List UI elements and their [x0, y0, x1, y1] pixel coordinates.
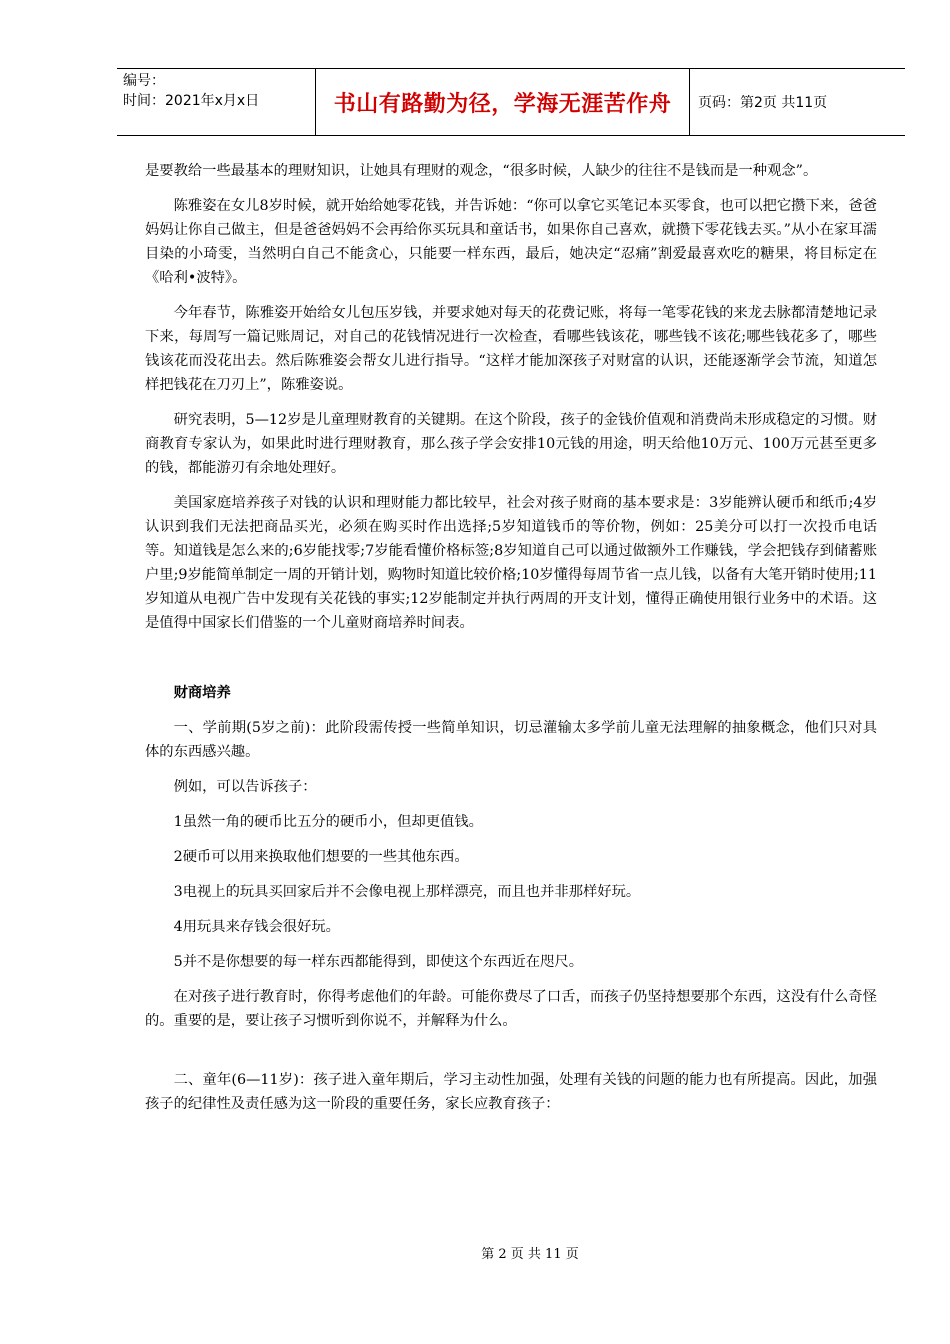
paragraph: 今年春节，陈雅姿开始给女儿包压岁钱，并要求她对每天的花费记账，将每一笔零花钱的来龙去脉都清楚地记录下来，每周写一篇记账周记，对自己的花钱情况进行一次检查，看哪些钱该花，哪些钱不该花;哪些钱花多了，哪些钱该花而没花出去。然后陈雅姿会帮女儿进行指导。“这样才能加深孩子对财富的认识，还能逐渐学会节流，知道怎样把钱花在刀刃上”，陈雅姿说。 [145, 305, 877, 393]
header-meta-cell [117, 69, 316, 135]
motto-text: 书山有路勤为径，学海无涯苦作舟 [333, 90, 672, 117]
paragraph: 一、学前期(5岁之前)：此阶段需传授一些简单知识，切忌灌输太多学前儿童无法理解的抽象概念，他们只对具体的东西感兴趣。 [145, 720, 877, 760]
paragraph: 陈雅姿在女儿8岁时候，就开始给她零花钱，并告诉她：“你可以拿它买笔记本买零食，也可以把它攒下来，爸爸妈妈让你自己做主，但是爸爸妈妈不会再给你买玩具和童话书，如果你自己喜欢，就攒下零花钱去买。”从小在家耳濡目染的小琦雯，当然明白自己不能贪心，只能要一样东西，最后，她决定“忍痛”割爱最喜欢吃的糖果，将目标定在《哈利•波特》。 [145, 198, 877, 286]
page-footer [0, 1243, 950, 1262]
page-info: 页码：第2页 共11页 [698, 95, 828, 111]
footer-page-number: 第 2 页 共 11 页 [481, 1247, 579, 1262]
paragraph: 在对孩子进行教育时，你得考虑他们的年龄。可能你费尽了口舌，而孩子仍坚持想要那个东西，这没有什么奇怪的。重要的是，要让孩子习惯听到你说不，并解释为什么。 [145, 989, 877, 1029]
time-label: 时间：2021年x月x日 [123, 93, 260, 109]
paragraph: 二、童年(6—11岁)：孩子进入童年期后，学习主动性加强，处理有关钱的问题的能力也有所提高。因此，加强孩子的纪律性及责任感为这一阶段的重要任务，家长应教育孩子： [145, 1072, 877, 1112]
paragraph: 研究表明，5—12岁是儿童理财教育的关键期。在这个阶段，孩子的金钱价值观和消费尚未形成稳定的习惯。财商教育专家认为，如果此时进行理财教育，那么孩子学会安排10元钱的用途，明天给他10万元、100万元甚至更多的钱，都能游刃有余地处理好。 [145, 412, 877, 476]
paragraph: 美国家庭培养孩子对钱的认识和理财能力都比较早，社会对孩子财商的基本要求是：3岁能辨认硬币和纸币;4岁认识到我们无法把商品买光，必须在购买时作出选择;5岁知道钱币的等价物，例如：25美分可以打一次投币电话等。知道钱是怎么来的;6岁能找零;7岁能看懂价格标签;8岁知道自己可以通过做额外工作赚钱，学会把钱存到储蓄账户里;9岁能简单制定一周的开销计划，购物时知道比较价格;10岁懂得每周节省一点儿钱，以备有大笔开销时使用;11岁知道从电视广告中发现有关花钱的事实;12岁能制定并执行两周的开支计划，懂得正确使用银行业务中的术语。这是值得中国家长们借鉴的一个儿童财商培养时间表。 [145, 495, 877, 631]
section-title: 财商培养 [173, 685, 231, 701]
header-page-cell [690, 69, 905, 135]
list-item: 1虽然一角的硬币比五分的硬币小，但却更值钱。 [173, 814, 483, 830]
list-item: 4用玩具来存钱会很好玩。 [173, 919, 340, 935]
header-motto-cell [316, 69, 690, 135]
header-table [117, 68, 905, 136]
paragraph-continued: 是要教给一些最基本的理财知识，让她具有理财的观念，“很多时候，人缺少的往往不是钱而是一种观念”。 [145, 163, 818, 179]
list-item: 3电视上的玩具买回家后并不会像电视上那样漂亮，而且也并非那样好玩。 [173, 884, 641, 900]
list-item: 5并不是你想要的每一样东西都能得到，即使这个东西近在咫尺。 [173, 954, 583, 970]
document-body [145, 159, 877, 1127]
paragraph: 例如，可以告诉孩子： [173, 779, 317, 795]
list-item: 2硬币可以用来换取他们想要的一些其他东西。 [173, 849, 469, 865]
number-label: 编号： [123, 73, 165, 89]
